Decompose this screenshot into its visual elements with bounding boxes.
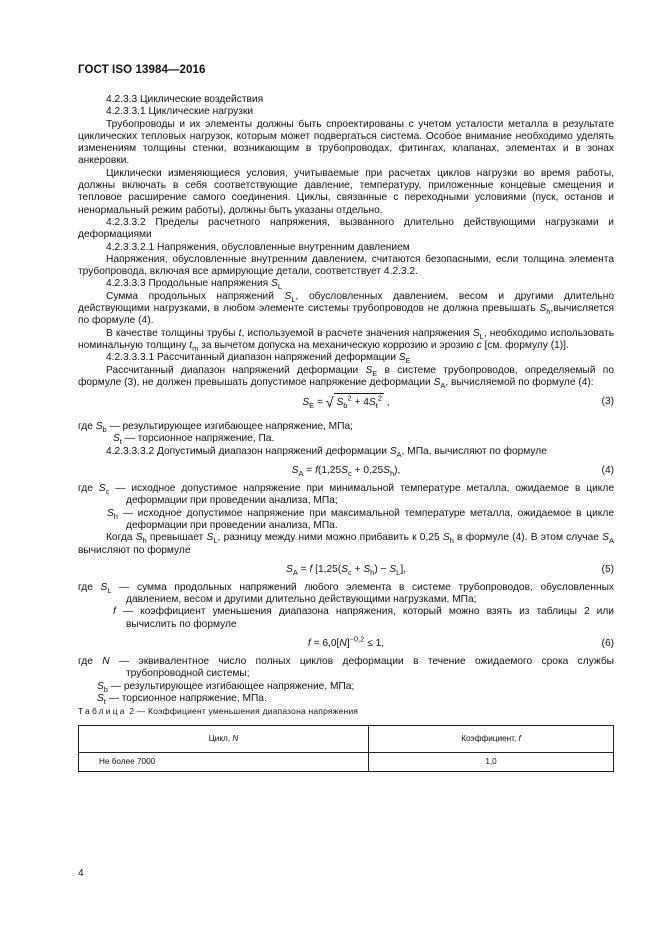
subsection-heading: 4.2.3.3.1 Циклические нагрузки: [106, 106, 254, 118]
formula-6: $f = 6,0[N]^{-0,2} \le 1$, (6): [78, 635, 614, 653]
paragraph: Циклически изменяющиеся условия, учитываемые при расчетах циклов нагрузки во время работы, должны включать в себя соответствующие давление, температуру, приложенные концевые смещения и тепловое расширение самого соединения. Циклы, связанные с переходными условиями (пуск, останов и ненормальный режим работы), должны быть указаны отдельно.: [78, 167, 614, 216]
subsection-heading: 4.2.3.3.3 Продольные напряжения $S_L$: [106, 278, 282, 292]
definition: f — коэффициент уменьшения диапазона напряжения, который можно взять из таблицы 2 или вычислить по формуле: [113, 606, 614, 630]
definition: $S_h$ — исходное допустимое напряжение при максимальной температуре металла, ожидаемое в цикле деформации при проведении анализа, МПа.: [107, 507, 614, 531]
table-header-row: [79, 726, 614, 753]
formula-number: (5): [601, 563, 614, 575]
paragraph: Когда $S_h$ превышает $S_L$, разницу между ними можно прибавить к 0,25 $S_h$ в формуле (4). В этом случае $S_A$ вычисляют по формуле: [78, 532, 614, 556]
column-header-cycles: Цикл, N: [79, 726, 369, 753]
table-caption: Таблица 2 — Коэффициент уменьшения диапазона напряжения: [78, 706, 359, 717]
page-number: 4: [78, 868, 84, 879]
document-header: ГОСТ ISO 13984—2016: [78, 64, 206, 76]
column-header-coefficient: Коэффициент, f: [369, 726, 614, 753]
coefficient-table: [78, 725, 614, 772]
formula-number: (3): [601, 396, 614, 408]
table-cell-coefficient: 1,0: [369, 753, 614, 772]
formula-3: $S_E$ = √ $S_b^2 + 4S_t^2$ , (3): [302, 393, 614, 411]
subsection-heading: 4.2.3.3.2 Пределы расчетного напряжения, вызванного длительно действующими нагрузками и деформациями: [78, 216, 614, 241]
document-body: [78, 94, 614, 772]
formula-5: $S_A = f$ $[1,25(S_c + S_h) - S_L]$, (5): [78, 561, 614, 579]
definition: $S_b$ — результирующее изгибающее напряжение, МПа;: [97, 680, 355, 694]
definition: где $S_b$ — результирующее изгибающее напряжение, МПа;: [78, 421, 353, 435]
subsection-heading: 4.2.3.3.3.1 Рассчитанный диапазон напряжений деформации $S_E$: [106, 352, 411, 366]
definition: где $S_L$ — сумма продольных напряжений любого элемента в системе трубопроводов, обусловленных давлением, весом и другими длительно действующими нагрузками, МПа;: [78, 581, 615, 606]
formula-number: (6): [601, 637, 614, 649]
definition: $S_t$ — торсионное напряжение, Па.: [113, 433, 275, 447]
definition: где N — эквивалентное число полных циклов деформации в течение ожидаемого срока службы трубопроводной системы;: [78, 655, 615, 680]
table-row: [79, 753, 614, 772]
paragraph: В качестве толщины трубы t, используемой в расчете значения напряжения $S_L$, необходимо использовать номинальную толщину $t_m$ за вычетом допуска на механическую коррозию и эрозию c [см. формулу (1)].: [78, 327, 614, 353]
formula-number: (4): [601, 465, 614, 477]
paragraph: Сумма продольных напряжений $S_L$, обусловленных давлением, весом и другими длительно действующими нагрузками, в любом элементе системы трубопроводов не должна превышать $S_h,вычисляется$ по формуле (4).: [78, 290, 614, 327]
subsection-heading: 4.2.3.3.3.2 Допустимый диапазон напряжений деформации $S_A$, МПа, вычисляют по формуле: [106, 445, 547, 459]
table-cell-cycles: Не более 7000: [79, 753, 369, 772]
paragraph: Напряжения, обусловленные внутренним давлением, считаются безопасными, если толщина элемента трубопровода, включая все армирующие детали, соответствует 4.2.3.2.: [78, 253, 614, 278]
subsection-heading: 4.2.3.3.2.1 Напряжения, обусловленные внутренним давлением: [106, 241, 410, 253]
section-heading: 4.2.3.3 Циклические воздействия: [106, 94, 264, 105]
paragraph: Трубопроводы и их элементы должны быть спроектированы с учетом усталости металла в результате циклических тепловых нагрузок, которым может подвергаться система. Особое внимание необходимо уделять изменениям толщины стенки, возникающим в трубопроводах, фитингах, клапанах, элементах и в зонах анкеровки.: [78, 118, 614, 167]
definition: $S_t$ — торсионное напряжение, МПа.: [97, 692, 267, 706]
definition: где $S_c$ — исходное допустимое напряжение при минимальной температуре металла, ожидаемое в цикле деформации при проведении анализа, МПа;: [78, 483, 614, 507]
paragraph: Рассчитанный диапазон напряжений деформации $S_E$ в системе трубопроводов, определяемый по формуле (3), не должен превышать допустимое напряжение деформации $S_A$, вычисляемой по формуле (4):: [78, 364, 614, 390]
sqrt-icon: √: [325, 394, 334, 411]
formula-4: $S_A = f(1,25S_c + 0,25S_h)$, (4): [78, 462, 614, 480]
